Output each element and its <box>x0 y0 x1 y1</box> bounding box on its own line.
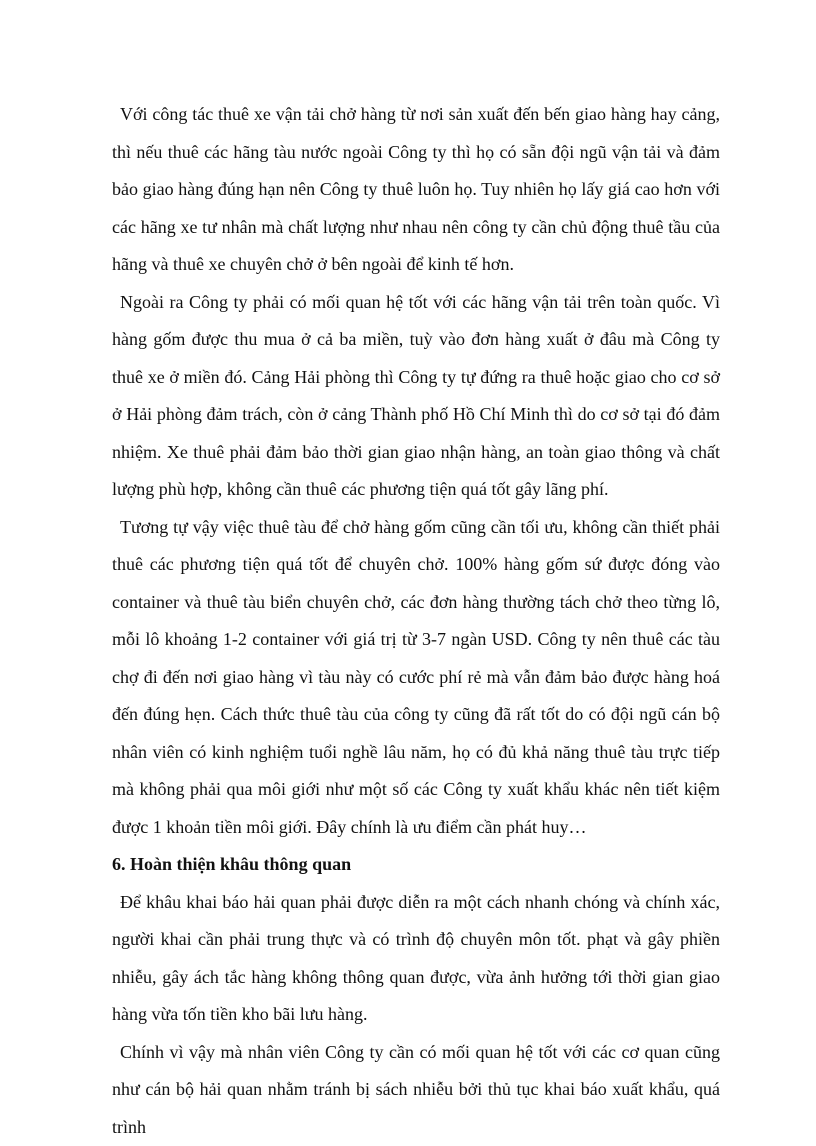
paragraph-customs-relations: Chính vì vậy mà nhân viên Công ty cần có mối quan hệ tốt với các cơ quan cũng như cán bộ hải quan nhằm tránh bị sách nhiễu bởi thủ tục khai báo xuất khẩu, quá trình <box>112 1034 720 1146</box>
section-heading: 6. Hoàn thiện khâu thông quan <box>112 846 720 884</box>
paragraph-customs-declaration: Để khâu khai báo hải quan phải được diễn ra một cách nhanh chóng và chính xác, người khai cần phải trung thực và có trình độ chuyên môn tốt. phạt và gây phiền nhiễu, gây ách tắc hàng không thông quan được, vừa ảnh hưởng tới thời gian giao hàng vừa tốn tiền kho bãi lưu hàng. <box>112 884 720 1034</box>
paragraph-transport-relations: Ngoài ra Công ty phải có mối quan hệ tốt với các hãng vận tải trên toàn quốc. Vì hàng gốm được thu mua ở cả ba miền, tuỳ vào đơn hàng xuất ở đâu mà Công ty thuê xe ở miền đó. Cảng Hải phòng thì Công ty tự đứng ra thuê hoặc giao cho cơ sở ở Hải phòng đảm trách, còn ở cảng Thành phố Hồ Chí Minh thì do cơ sở tại đó đảm nhiệm. Xe thuê phải đảm bảo thời gian giao nhận hàng, an toàn giao thông và chất lượng phù hợp, không cần thuê các phương tiện quá tốt gây lãng phí. <box>112 284 720 509</box>
paragraph-vehicle-hire: Với công tác thuê xe vận tải chở hàng từ nơi sản xuất đến bến giao hàng hay cảng, thì nếu thuê các hãng tàu nước ngoài Công ty thì họ có sẵn đội ngũ vận tải và đảm bảo giao hàng đúng hạn nên Công ty thuê luôn họ. Tuy nhiên họ lấy giá cao hơn với các hãng xe tư nhân mà chất lượng như nhau nên công ty cần chủ động thuê tầu của hãng và thuê xe chuyên chở ở bên ngoài để kinh tế hơn. <box>112 96 720 284</box>
document-body <box>112 96 720 1146</box>
paragraph-ship-hire: Tương tự vậy việc thuê tàu để chở hàng gốm cũng cần tối ưu, không cần thiết phải thuê các phương tiện quá tốt để chuyên chở. 100% hàng gốm sứ được đóng vào container và thuê tàu biển chuyên chở, các đơn hàng thường tách chở theo từng lô, mỗi lô khoảng 1-2 container với giá trị từ 3-7 ngàn USD. Công ty nên thuê các tàu chợ đi đến nơi giao hàng vì tàu này có cước phí rẻ mà vẫn đảm bảo được hàng hoá đến đúng hẹn. Cách thức thuê tàu của công ty cũng đã rất tốt do có đội ngũ cán bộ nhân viên có kinh nghiệm tuổi nghề lâu năm, họ có đủ khả năng thuê tàu trực tiếp mà không phải qua môi giới như một số các Công ty xuất khẩu khác nên tiết kiệm được 1 khoản tiền môi giới. Đây chính là ưu điểm cần phát huy… <box>112 509 720 847</box>
